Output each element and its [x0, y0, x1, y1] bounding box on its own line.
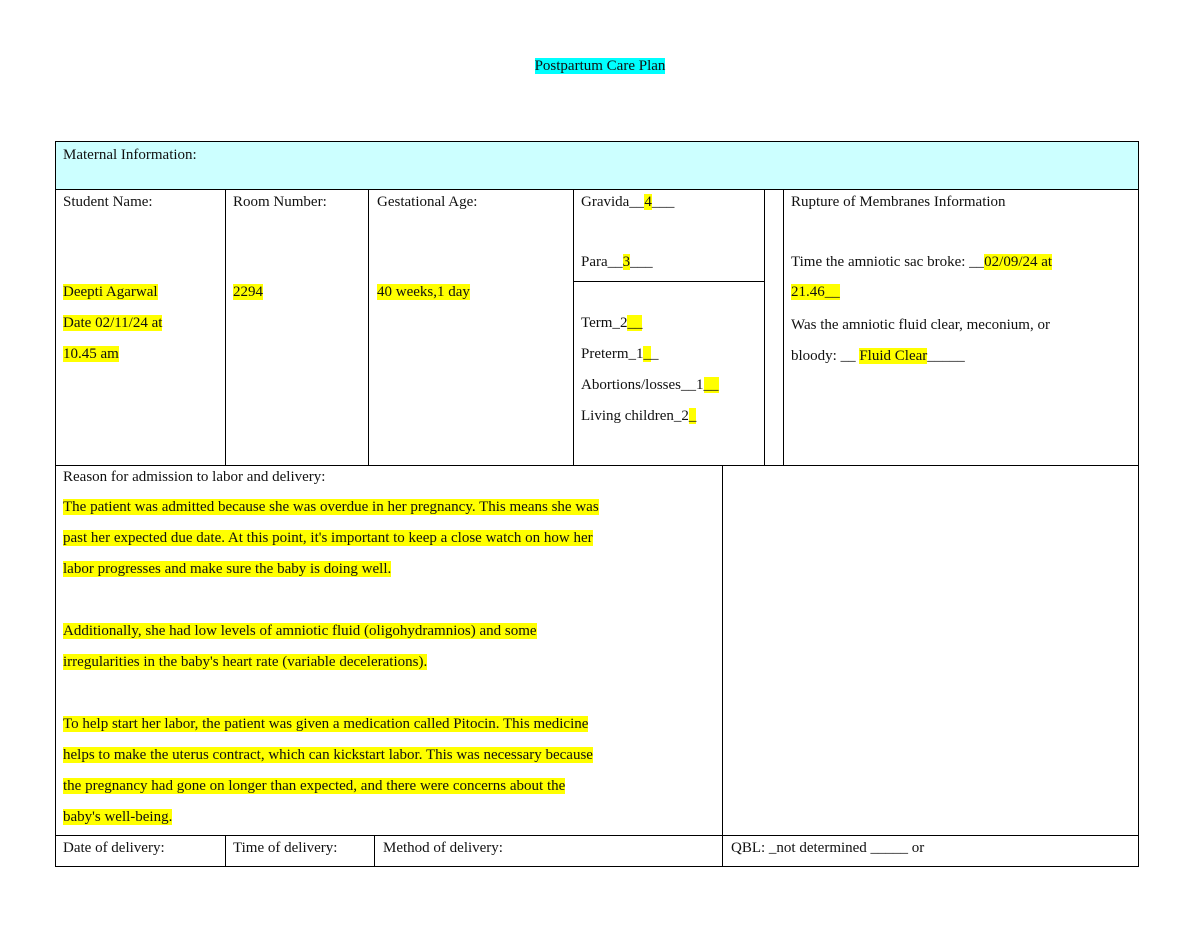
- reason-line: irregularities in the baby's heart rate (variable decelerations).: [63, 654, 428, 670]
- date-of-delivery-label: Date of delivery:: [63, 840, 165, 856]
- rupture-header: Rupture of Membranes Information: [791, 194, 1006, 210]
- method-of-delivery-label: Method of delivery:: [383, 840, 503, 856]
- document-title-text: Postpartum Care Plan: [534, 58, 666, 74]
- reason-line: To help start her labor, the patient was given a medication called Pitocin. This medicine: [63, 716, 589, 732]
- reason-line: helps to make the uterus contract, which can kickstart labor. This was necessary because: [63, 747, 593, 763]
- reason-line: labor progresses and make sure the baby is doing well.: [63, 561, 392, 577]
- divider: [764, 189, 765, 465]
- gestational-age-value: 40 weeks,1 day: [377, 284, 470, 300]
- para-field: Para__3___: [581, 254, 653, 270]
- reason-line: past her expected due date. At this point, it's important to keep a close watch on how her: [63, 530, 593, 546]
- room-number-label: Room Number:: [233, 194, 327, 210]
- divider: [225, 835, 226, 867]
- reason-line: baby's well-being.: [63, 809, 173, 825]
- reason-text: [63, 492, 718, 833]
- reason-line: The patient was admitted because she was overdue in her pregnancy. This means she was: [63, 499, 599, 515]
- divider: [374, 835, 375, 867]
- room-number-value: 2294: [233, 284, 263, 300]
- fluid-question-line2: bloody: __ Fluid Clear_____: [791, 348, 965, 364]
- reason-label: Reason for admission to labor and delivery:: [63, 469, 326, 485]
- abortions-field: Abortions/losses__1__: [581, 377, 719, 393]
- term-field: Term_2__: [581, 315, 643, 331]
- fluid-question-line1: Was the amniotic fluid clear, meconium, or: [791, 317, 1050, 333]
- rupture-time-line1: Time the amniotic sac broke: __02/09/24 at: [791, 254, 1053, 270]
- maternal-info-header: [56, 142, 1138, 189]
- time-of-delivery-label: Time of delivery:: [233, 840, 338, 856]
- reason-line: Additionally, she had low levels of amniotic fluid (oligohydramnios) and some: [63, 623, 537, 639]
- reason-line: the pregnancy had gone on longer than expected, and there were concerns about the: [63, 778, 566, 794]
- qbl-label: QBL: _not determined _____ or: [731, 840, 925, 856]
- divider: [55, 835, 1139, 836]
- document-title: [0, 58, 1200, 75]
- student-date-line1: Date 02/11/24 at: [63, 315, 163, 331]
- preterm-field: Preterm_1__: [581, 346, 659, 362]
- student-name-value: Deepti Agarwal: [63, 284, 158, 300]
- gravida-field: Gravida__4___: [581, 194, 675, 210]
- divider: [55, 189, 1139, 190]
- divider: [55, 465, 1139, 466]
- student-date-line2: 10.45 am: [63, 346, 119, 362]
- rupture-time-line2: 21.46__: [791, 284, 840, 300]
- divider: [368, 189, 369, 465]
- divider: [722, 465, 723, 867]
- reason-line: [63, 678, 718, 709]
- divider: [783, 189, 784, 465]
- living-children-field: Living children_2_: [581, 408, 697, 424]
- divider: [573, 281, 764, 282]
- maternal-info-label: Maternal Information:: [63, 147, 197, 163]
- divider: [225, 189, 226, 465]
- gestational-age-label: Gestational Age:: [377, 194, 478, 210]
- student-name-label: Student Name:: [63, 194, 153, 210]
- reason-line: [63, 585, 718, 616]
- divider: [573, 189, 574, 465]
